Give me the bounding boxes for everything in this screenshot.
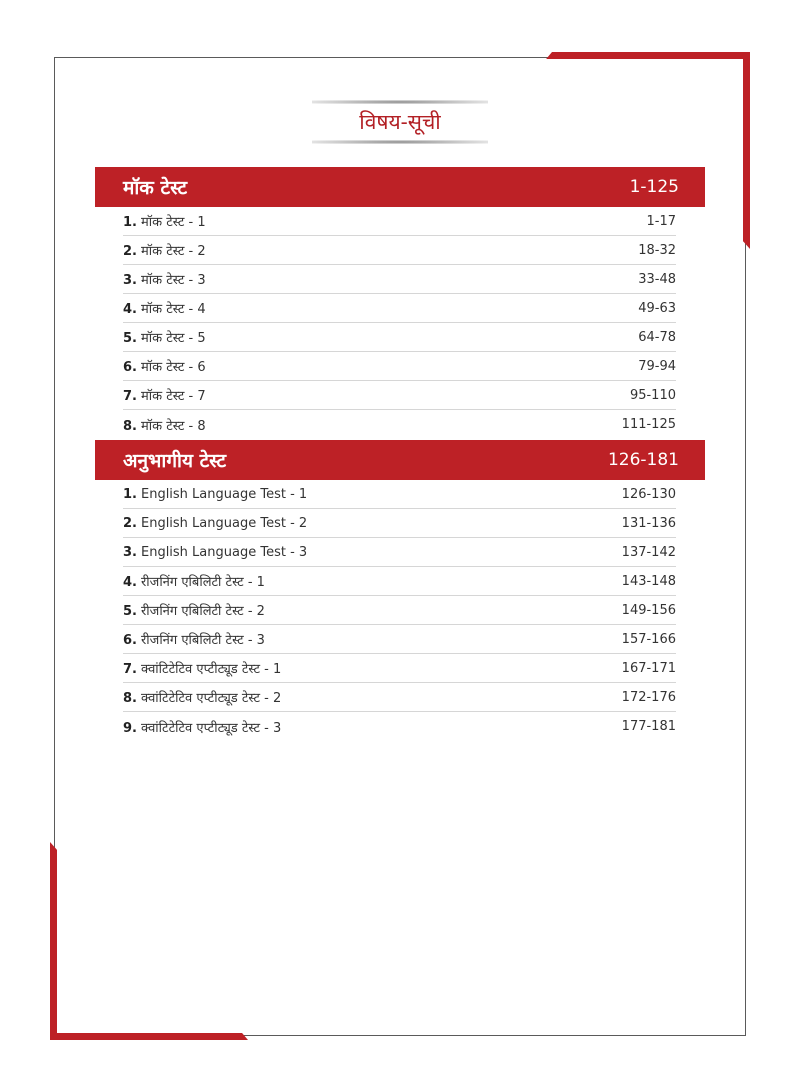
entry-label: English Language Test - 2 bbox=[140, 515, 308, 531]
entry-number: 1. bbox=[123, 486, 137, 502]
entry-pages: 157-166 bbox=[621, 631, 676, 647]
entry-pages: 167-171 bbox=[621, 660, 676, 676]
entry-number: 7. bbox=[123, 662, 137, 677]
title-rule-top bbox=[312, 100, 488, 104]
entry-pages: 18-32 bbox=[638, 242, 676, 258]
entry-pages: 1-17 bbox=[646, 213, 676, 229]
entry-number: 9. bbox=[123, 720, 137, 736]
entry-number: 6. bbox=[123, 360, 137, 375]
section-list-mock-tests bbox=[123, 207, 676, 439]
corner-accent-top-right-horizontal bbox=[546, 52, 750, 59]
section-list-sectional-tests bbox=[123, 480, 676, 741]
toc-entry[interactable] bbox=[123, 236, 676, 265]
section-title: मॉक टेस्ट bbox=[123, 177, 188, 199]
section-header-sectional-tests bbox=[95, 440, 705, 480]
entry-label: मॉक टेस्ट - 8 bbox=[140, 418, 206, 434]
entry-number: 1. bbox=[123, 215, 137, 230]
entry-label: रीजनिंग एबिलिटी टेस्ट - 1 bbox=[140, 575, 265, 590]
entry-label: क्वांटिटेटिव एप्टीट्यूड टेस्ट - 1 bbox=[140, 662, 282, 677]
entry-pages: 143-148 bbox=[621, 573, 676, 589]
entry-number: 7. bbox=[123, 389, 137, 404]
entry-pages: 126-130 bbox=[621, 486, 676, 502]
entry-pages: 79-94 bbox=[638, 358, 676, 374]
entry-label: क्वांटिटेटिव एप्टीट्यूड टेस्ट - 3 bbox=[140, 720, 282, 736]
section-page-range: 126-181 bbox=[607, 450, 679, 470]
title-rule-bottom bbox=[312, 140, 488, 144]
toc-entry[interactable] bbox=[123, 625, 676, 654]
entry-number: 4. bbox=[123, 302, 137, 317]
toc-entry[interactable] bbox=[123, 207, 676, 236]
toc-entry[interactable] bbox=[123, 265, 676, 294]
entry-label: मॉक टेस्ट - 3 bbox=[140, 273, 206, 288]
entry-number: 6. bbox=[123, 633, 137, 648]
page-title: विषय-सूची bbox=[359, 110, 441, 134]
entry-number: 8. bbox=[123, 691, 137, 706]
entry-pages: 177-181 bbox=[621, 719, 676, 734]
toc-entry[interactable] bbox=[123, 323, 676, 352]
entry-label: क्वांटिटेटिव एप्टीट्यूड टेस्ट - 2 bbox=[140, 691, 282, 706]
entry-number: 4. bbox=[123, 575, 137, 590]
entry-pages: 49-63 bbox=[638, 300, 676, 316]
toc-entry[interactable] bbox=[123, 683, 676, 712]
entry-number: 2. bbox=[123, 515, 137, 531]
page-title-ribbon bbox=[312, 100, 488, 144]
toc-entry[interactable] bbox=[123, 538, 676, 567]
entry-label: मॉक टेस्ट - 1 bbox=[140, 215, 206, 230]
toc-entry[interactable] bbox=[123, 654, 676, 683]
toc-entry[interactable] bbox=[123, 381, 676, 410]
corner-accent-bottom-left-horizontal bbox=[50, 1033, 248, 1040]
toc-entry[interactable] bbox=[123, 294, 676, 323]
entry-pages: 131-136 bbox=[621, 515, 676, 531]
entry-number: 2. bbox=[123, 244, 137, 259]
entry-label: मॉक टेस्ट - 4 bbox=[140, 302, 206, 317]
entry-number: 3. bbox=[123, 273, 137, 288]
entry-label: English Language Test - 3 bbox=[140, 544, 308, 560]
toc-entry[interactable] bbox=[123, 567, 676, 596]
entry-pages: 33-48 bbox=[638, 271, 676, 287]
toc-entry[interactable] bbox=[123, 596, 676, 625]
entry-number: 5. bbox=[123, 604, 137, 619]
entry-pages: 95-110 bbox=[629, 387, 676, 403]
entry-number: 5. bbox=[123, 331, 137, 346]
section-page-range: 1-125 bbox=[629, 177, 679, 197]
entry-pages: 137-142 bbox=[621, 544, 676, 560]
toc-entry[interactable] bbox=[123, 352, 676, 381]
section-title: अनुभागीय टेस्ट bbox=[123, 450, 227, 472]
toc-entry[interactable] bbox=[123, 509, 676, 538]
corner-accent-top-right-vertical bbox=[743, 52, 750, 249]
entry-label: English Language Test - 1 bbox=[140, 486, 308, 502]
entry-pages: 149-156 bbox=[621, 602, 676, 618]
section-header-mock-tests bbox=[95, 167, 705, 207]
entry-pages: 111-125 bbox=[621, 417, 676, 432]
entry-label: मॉक टेस्ट - 6 bbox=[140, 360, 206, 375]
toc-entry[interactable] bbox=[123, 410, 676, 439]
entry-label: मॉक टेस्ट - 5 bbox=[140, 331, 206, 346]
entry-pages: 172-176 bbox=[621, 689, 676, 705]
entry-pages: 64-78 bbox=[638, 329, 676, 345]
entry-number: 8. bbox=[123, 418, 137, 434]
entry-label: रीजनिंग एबिलिटी टेस्ट - 2 bbox=[140, 604, 265, 619]
toc-entry[interactable] bbox=[123, 712, 676, 741]
toc-entry[interactable] bbox=[123, 480, 676, 509]
entry-label: रीजनिंग एबिलिटी टेस्ट - 3 bbox=[140, 633, 265, 648]
entry-label: मॉक टेस्ट - 7 bbox=[140, 389, 206, 404]
entry-number: 3. bbox=[123, 544, 137, 560]
entry-label: मॉक टेस्ट - 2 bbox=[140, 244, 206, 259]
corner-accent-bottom-left-vertical bbox=[50, 842, 57, 1040]
